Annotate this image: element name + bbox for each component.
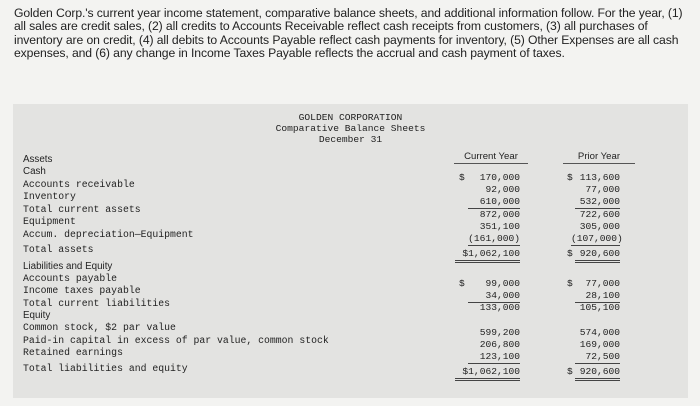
prior-paid-in-capital: 169,000	[579, 339, 620, 350]
current-cash-dollar-sign: $	[459, 172, 465, 183]
current-accounts-receivable: 92,000	[485, 184, 520, 195]
current-total-current-liabilities: 133,000	[479, 302, 520, 313]
label-accounts-receivable: Accounts receivable	[23, 179, 135, 190]
prior-ap-dollar-sign: $	[567, 278, 573, 289]
prior-total-current-liabilities: 105,100	[579, 302, 620, 313]
statement-date: December 31	[318, 134, 383, 145]
label-assets: Assets	[23, 154, 53, 165]
prior-tle-dollar-sign: $	[567, 366, 573, 377]
label-paid-in-capital: Paid-in capital in excess of par value, common stock	[23, 335, 329, 346]
current-retained-earnings: 123,100	[468, 351, 520, 364]
label-inventory: Inventory	[23, 191, 76, 202]
current-equipment: 351,100	[479, 221, 520, 232]
current-accounts-payable: 99,000	[485, 278, 520, 289]
current-total-liabilities-and-equity: $1,062,100	[455, 366, 520, 381]
label-total-current-assets: Total current assets	[23, 204, 141, 215]
current-total-current-assets: 872,000	[479, 209, 520, 220]
label-equipment: Equipment	[23, 216, 76, 227]
balance-sheet-panel	[13, 104, 688, 398]
prior-equipment: 305,000	[579, 221, 620, 232]
current-paid-in-capital: 206,800	[479, 339, 520, 350]
prior-retained-earnings: 72,500	[575, 351, 620, 364]
label-common-stock: Common stock, $2 par value	[23, 322, 176, 333]
prior-accounts-receivable: 77,000	[585, 184, 620, 195]
prior-total-assets: 920,600	[575, 248, 620, 263]
column-header-current-year: Current Year	[454, 151, 528, 164]
label-accounts-payable: Accounts payable	[23, 273, 118, 284]
current-common-stock: 599,200	[479, 327, 520, 338]
label-total-assets: Total assets	[23, 244, 94, 255]
label-total-current-liabilities: Total current liabilities	[23, 298, 170, 309]
current-total-assets: $1,062,100	[455, 248, 520, 263]
prior-total-current-assets: 722,600	[579, 209, 620, 220]
current-accum-depreciation: (161,000)	[468, 233, 520, 244]
label-income-taxes-payable: Income taxes payable	[23, 285, 141, 296]
current-inventory: 610,000	[468, 196, 520, 209]
label-equity: Equity	[23, 310, 51, 321]
current-income-taxes-payable: 34,000	[468, 290, 520, 303]
prior-cash: 113,600	[579, 172, 620, 183]
label-cash: Cash	[23, 166, 46, 177]
column-header-prior-year: Prior Year	[563, 151, 635, 164]
current-ap-dollar-sign: $	[459, 278, 465, 289]
prior-accum-depreciation: (107,000)	[571, 233, 623, 244]
prior-inventory: 532,000	[575, 196, 620, 209]
current-cash: 170,000	[479, 172, 520, 183]
label-liabilities-and-equity: Liabilities and Equity	[23, 261, 113, 272]
prior-cash-dollar-sign: $	[567, 172, 573, 183]
label-retained-earnings: Retained earnings	[23, 347, 123, 358]
label-accum-depreciation: Accum. depreciation—Equipment	[23, 229, 194, 240]
prior-income-taxes-payable: 28,100	[575, 290, 620, 303]
company-name: GOLDEN CORPORATION	[298, 112, 403, 123]
label-total-liabilities-and-equity: Total liabilities and equity	[23, 363, 188, 374]
statement-title: Comparative Balance Sheets	[275, 123, 426, 134]
prior-common-stock: 574,000	[579, 327, 620, 338]
prior-accounts-payable: 77,000	[585, 278, 620, 289]
intro-paragraph: Golden Corp.'s current year income statement, comparative balance sheets, and additional information follow. For the year, (1) all sales are credit sales, (2) all credits to Accounts Receivable reflect cash receipts from customers, (3) all purchases of inventory are on credit, (4) all debits to Accounts Payable reflect cash payments for inventory, (5) Other Expenses are all cash expenses, and (6) any change in Income Taxes Payable reflects the accrual and cash payment of taxes.	[14, 6, 683, 61]
prior-total-assets-dollar-sign: $	[567, 248, 573, 259]
prior-total-liabilities-and-equity: 920,600	[575, 366, 620, 381]
